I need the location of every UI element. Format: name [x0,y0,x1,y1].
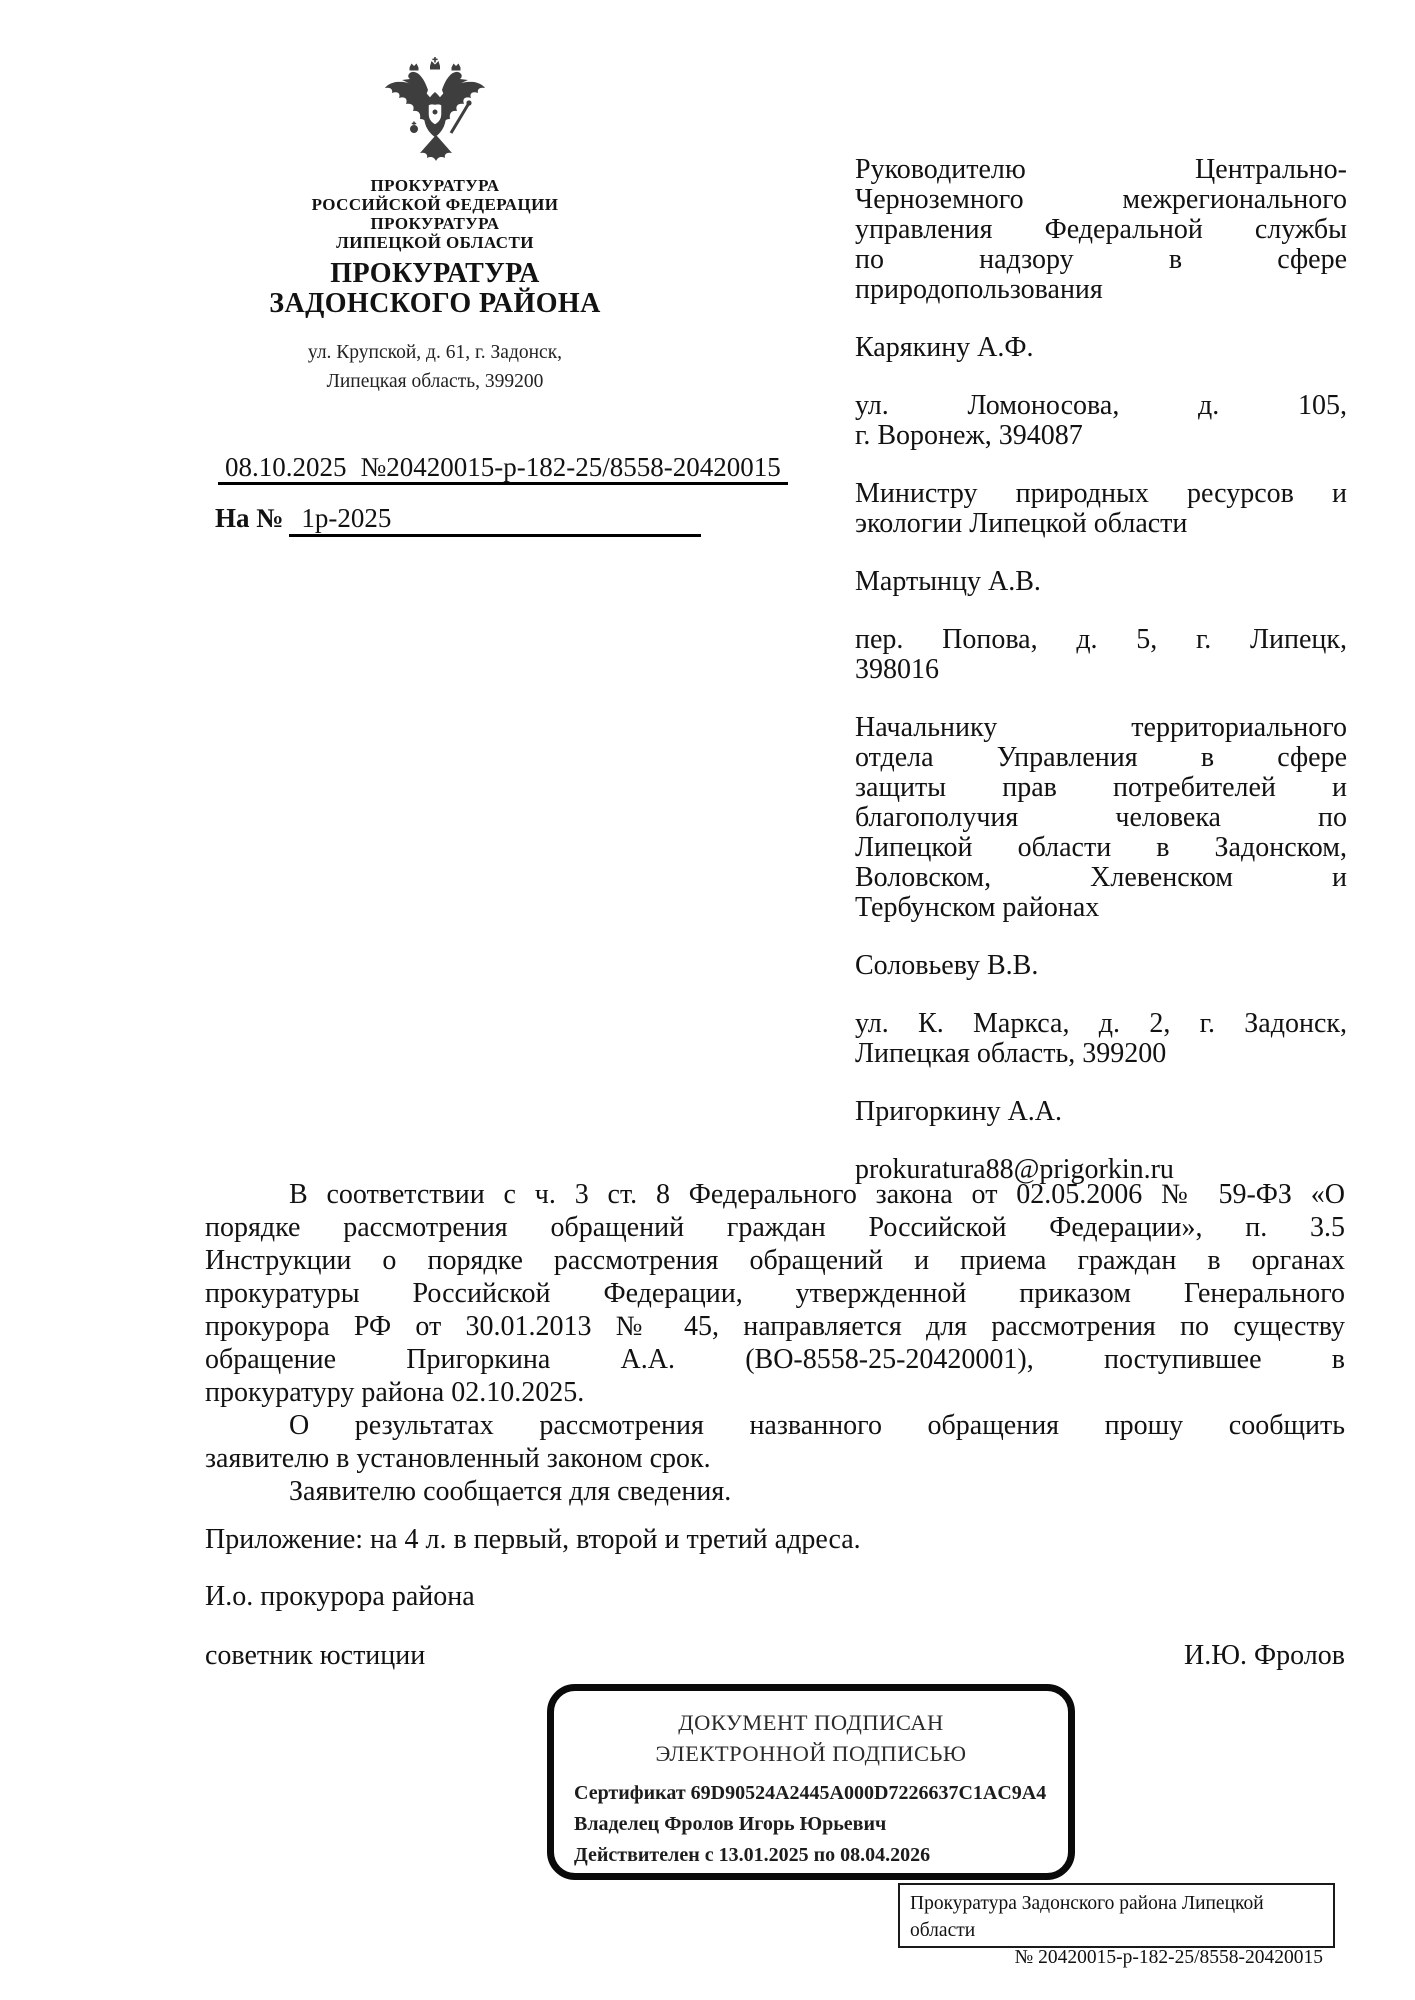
stamp-title: ДОКУМЕНТ ПОДПИСАН ЭЛЕКТРОННОЙ ПОДПИСЬЮ [655,1710,967,1766]
registration-org: Прокуратура Задонского района Липецкой области [910,1893,1264,1941]
stamp-certificate-line: Сертификат 69D90524A2445A000D7226637C1AC9A4 [574,1782,1047,1804]
text-line: благополучия человека по [855,803,1347,833]
russia-coat-of-arms-icon [380,56,490,170]
stamp-validity-line: Действителен с 13.01.2025 по 08.04.2026 [574,1844,931,1866]
recipient-block [855,1097,1347,1127]
body-paragraph [205,1475,1345,1508]
recipient-block [855,479,1347,539]
outgoing-date: 08.10.2025 [218,452,354,485]
signature-row [205,1640,1345,1672]
text-line: Начальнику территориального [855,713,1347,743]
text-line: г. Воронеж, 394087 [855,421,1083,451]
reply-number: 1р-2025 [289,503,701,537]
recipient-block [855,1009,1347,1069]
stamp-owner-line: Владелец Фролов Игорь Юрьевич [574,1813,887,1835]
recipient-block [855,951,1347,981]
recipients [855,155,1347,1213]
text-line: заявителю в установленный законом срок. [205,1443,711,1474]
text-line: по надзору в сфере [855,245,1347,275]
registration-box [898,1883,1335,1968]
body-text [205,1178,1345,1508]
text-line: Липецкой области в Задонском, [855,833,1347,863]
recipient-block [855,713,1347,923]
reply-label: На № [215,503,284,533]
text-line: порядке рассмотрения обращений граждан Российской Федерации», п. 3.5 [205,1212,1345,1243]
recipient-block [855,391,1347,451]
text-line: О результатах рассмотрения названного обращения прошу сообщить [289,1410,1345,1441]
text-line: Соловьеву В.В. [855,951,1039,981]
electronic-signature-stamp [547,1684,1075,1880]
stamp-info [574,1778,1068,1871]
org-hierarchy-line: ПРОКУРАТУРА [370,176,500,195]
text-line: Министру природных ресурсов и [855,479,1347,509]
org-name: ПРОКУРАТУРА ЗАДОНСКОГО РАЙОНА [269,258,601,319]
text-line: Воловском, Хлевенском и [855,863,1347,893]
org-address: ул. Крупской, д. 61, г. Задонск, Липецкая область, 399200 [307,342,563,392]
text-line: прокурора РФ от 30.01.2013 № 45, направляется для рассмотрения по существу [205,1311,1345,1342]
text-line: прокуратуры Российской Федерации, утвержденной приказом Генерального [205,1278,1345,1309]
text-line: Заявителю сообщается для сведения. [289,1476,732,1507]
text-line: Черноземного межрегионального [855,185,1347,215]
signer-position-line1: И.о. прокурора района [205,1581,475,1612]
text-line: обращение Пригоркина А.А. (ВО-8558-25-20420001), поступившее в [205,1344,1345,1375]
text-line: природопользования [855,275,1103,305]
text-line: прокуратуру района 02.10.2025. [205,1377,585,1408]
org-hierarchy-line: ПРОКУРАТУРА [370,214,500,233]
recipient-block [855,155,1347,305]
text-line: защиты прав потребителей и [855,773,1347,803]
text-line: prokuratura88@prigorkin.ru [855,1155,1174,1185]
recipient-block [855,625,1347,685]
recipient-block [855,567,1347,597]
recipient-block [855,333,1347,363]
org-hierarchy-line: РОССИЙСКОЙ ФЕДЕРАЦИИ [311,195,559,214]
text-line: ул. Ломоносова, д. 105, [855,391,1347,421]
text-line: пер. Попова, д. 5, г. Липецк, [855,625,1347,655]
signer-name: И.Ю. Фролов [1184,1640,1345,1671]
text-line: Карякину А.Ф. [855,333,1034,363]
text-line: В соответствии с ч. 3 ст. 8 Федерального закона от 02.05.2006 № 59-ФЗ «О [289,1179,1345,1210]
org-hierarchy-line: ЛИПЕЦКОЙ ОБЛАСТИ [336,233,534,252]
signer-position-line2: советник юстиции [205,1640,426,1671]
body-paragraph [205,1409,1345,1475]
attachment-line: Приложение: на 4 л. в первый, второй и третий адреса. [205,1524,861,1555]
text-line: ул. К. Маркса, д. 2, г. Задонск, [855,1009,1347,1039]
text-line: Руководителю Центрально- [855,155,1347,185]
outgoing-reference-line [218,452,788,483]
text-line: Липецкая область, 399200 [855,1039,1167,1069]
reply-reference-line [215,503,701,537]
body-paragraph [205,1178,1345,1409]
text-line: Тербунском районах [855,893,1100,923]
letterhead [215,176,655,396]
text-line: 398016 [855,655,939,685]
text-line: управления Федеральной службы [855,215,1347,245]
text-line: экологии Липецкой области [855,509,1188,539]
text-line: Инструкции о порядке рассмотрения обращений и приема граждан в органах [205,1245,1345,1276]
registration-number: № 20420015-р-182-25/8558-20420015 [1014,1947,1323,1968]
outgoing-number: №20420015-р-182-25/8558-20420015 [354,452,788,485]
text-line: Мартынцу А.В. [855,567,1041,597]
text-line: отдела Управления в сфере [855,743,1347,773]
text-line: Пригоркину А.А. [855,1097,1063,1127]
